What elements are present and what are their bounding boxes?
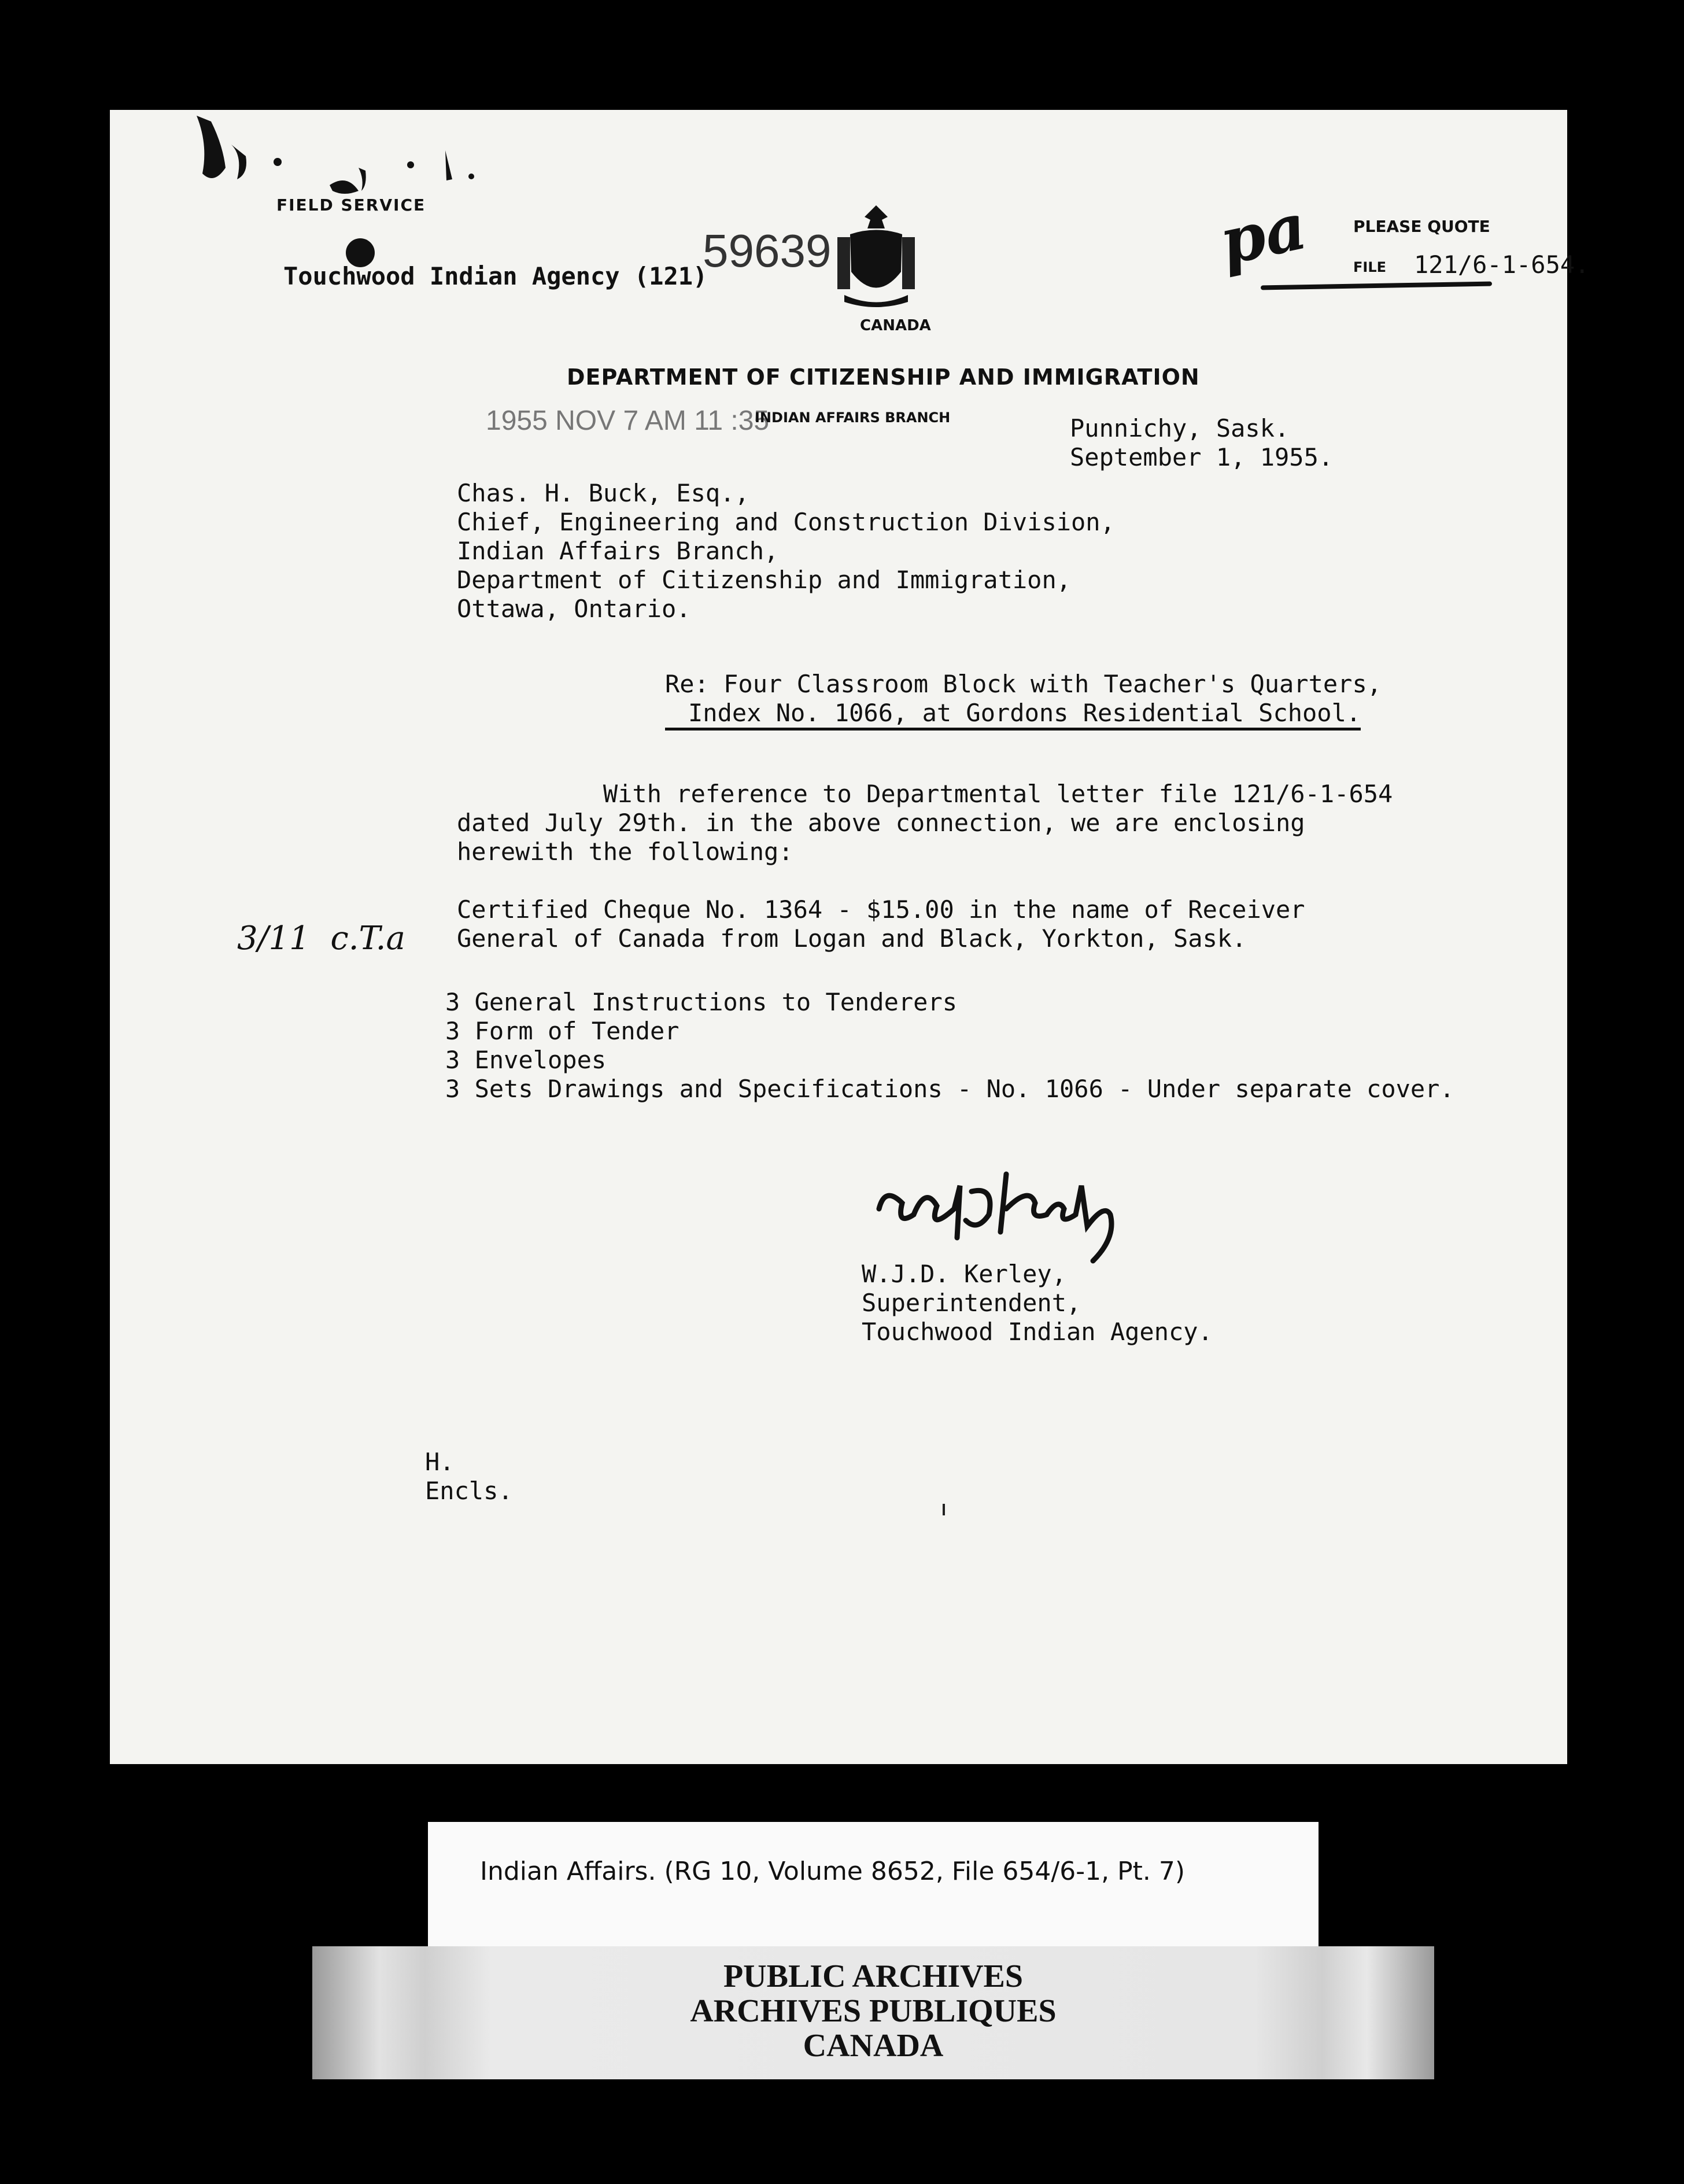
subject-line-underlined: Index No. 1066, at Gordons Residential School.: [665, 700, 1361, 731]
body-paragraph-line: herewith the following:: [457, 838, 793, 866]
addressee-line: Chas. H. Buck, Esq.,: [457, 479, 749, 507]
addressee-line: Department of Citizenship and Immigration,: [457, 566, 1072, 594]
archive-label-line: ARCHIVES PUBLIQUES: [690, 1993, 1057, 2029]
addressee-line: Ottawa, Ontario.: [457, 595, 691, 623]
margin-note: 3/11 c.T.a: [237, 920, 405, 957]
field-service-label: FIELD SERVICE: [276, 195, 426, 215]
enclosure-item: 3 Envelopes: [445, 1046, 607, 1074]
please-quote-label: PLEASE QUOTE: [1353, 217, 1490, 236]
signatory-title: Superintendent,: [862, 1289, 1081, 1317]
handwritten-underline: [1261, 282, 1492, 290]
handwritten-initials: pa: [1213, 189, 1313, 279]
ink-blot-marks: [110, 110, 515, 237]
branch-subheading: INDIAN AFFAIRS BRANCH: [755, 410, 951, 426]
archive-reference-text: Indian Affairs. (RG 10, Volume 8652, File 654/6-1, Pt. 7): [480, 1857, 1185, 1886]
sender-town: Punnichy, Sask.: [1070, 414, 1290, 442]
archive-label-strip: [312, 1946, 1434, 2079]
typist-initial: H.: [425, 1448, 455, 1476]
letter-page: [110, 110, 1590, 1764]
department-heading: DEPARTMENT OF CITIZENSHIP AND IMMIGRATION: [567, 364, 1200, 390]
canada-crest-icon: [833, 202, 919, 312]
enclosure-item: 3 General Instructions to Tenderers: [445, 988, 958, 1016]
subject-line: Re: Four Classroom Block with Teacher's Quarters,: [665, 670, 1382, 698]
file-label: FILE: [1353, 259, 1387, 275]
letter-date: September 1, 1955.: [1070, 443, 1334, 471]
archive-reference-tag: [428, 1822, 1319, 1949]
crest-caption: CANADA: [860, 317, 931, 334]
agency-line: Touchwood Indian Agency (121): [283, 262, 708, 290]
cheque-line: Certified Cheque No. 1364 - $15.00 in the name of Receiver: [457, 895, 1305, 924]
cheque-line: General of Canada from Logan and Black, Yorkton, Sask.: [457, 924, 1247, 953]
signatory-name: W.J.D. Kerley,: [862, 1260, 1067, 1288]
addressee-line: Chief, Engineering and Construction Division,: [457, 508, 1115, 536]
stray-mark: [943, 1504, 945, 1515]
archive-label-line: PUBLIC ARCHIVES: [723, 1958, 1024, 1994]
enclosures-note: Encls.: [425, 1477, 513, 1505]
addressee-line: Indian Affairs Branch,: [457, 537, 779, 565]
file-number: 121/6-1-654.: [1414, 250, 1590, 279]
received-date-stamp: 1955 NOV 7 AM 11 :35: [486, 405, 770, 436]
stamp-number: 59639: [703, 225, 832, 276]
handwritten-signature: [862, 1151, 1151, 1267]
body-paragraph-line: dated July 29th. in the above connection, we are enclosing: [457, 809, 1305, 837]
body-paragraph-line: With reference to Departmental letter file 121/6-1-654: [457, 780, 1393, 808]
signatory-agency: Touchwood Indian Agency.: [862, 1318, 1213, 1346]
archive-label-line: CANADA: [803, 2028, 944, 2064]
enclosure-item: 3 Form of Tender: [445, 1017, 679, 1045]
enclosure-item: 3 Sets Drawings and Specifications - No. 1066 - Under separate cover.: [445, 1075, 1454, 1103]
